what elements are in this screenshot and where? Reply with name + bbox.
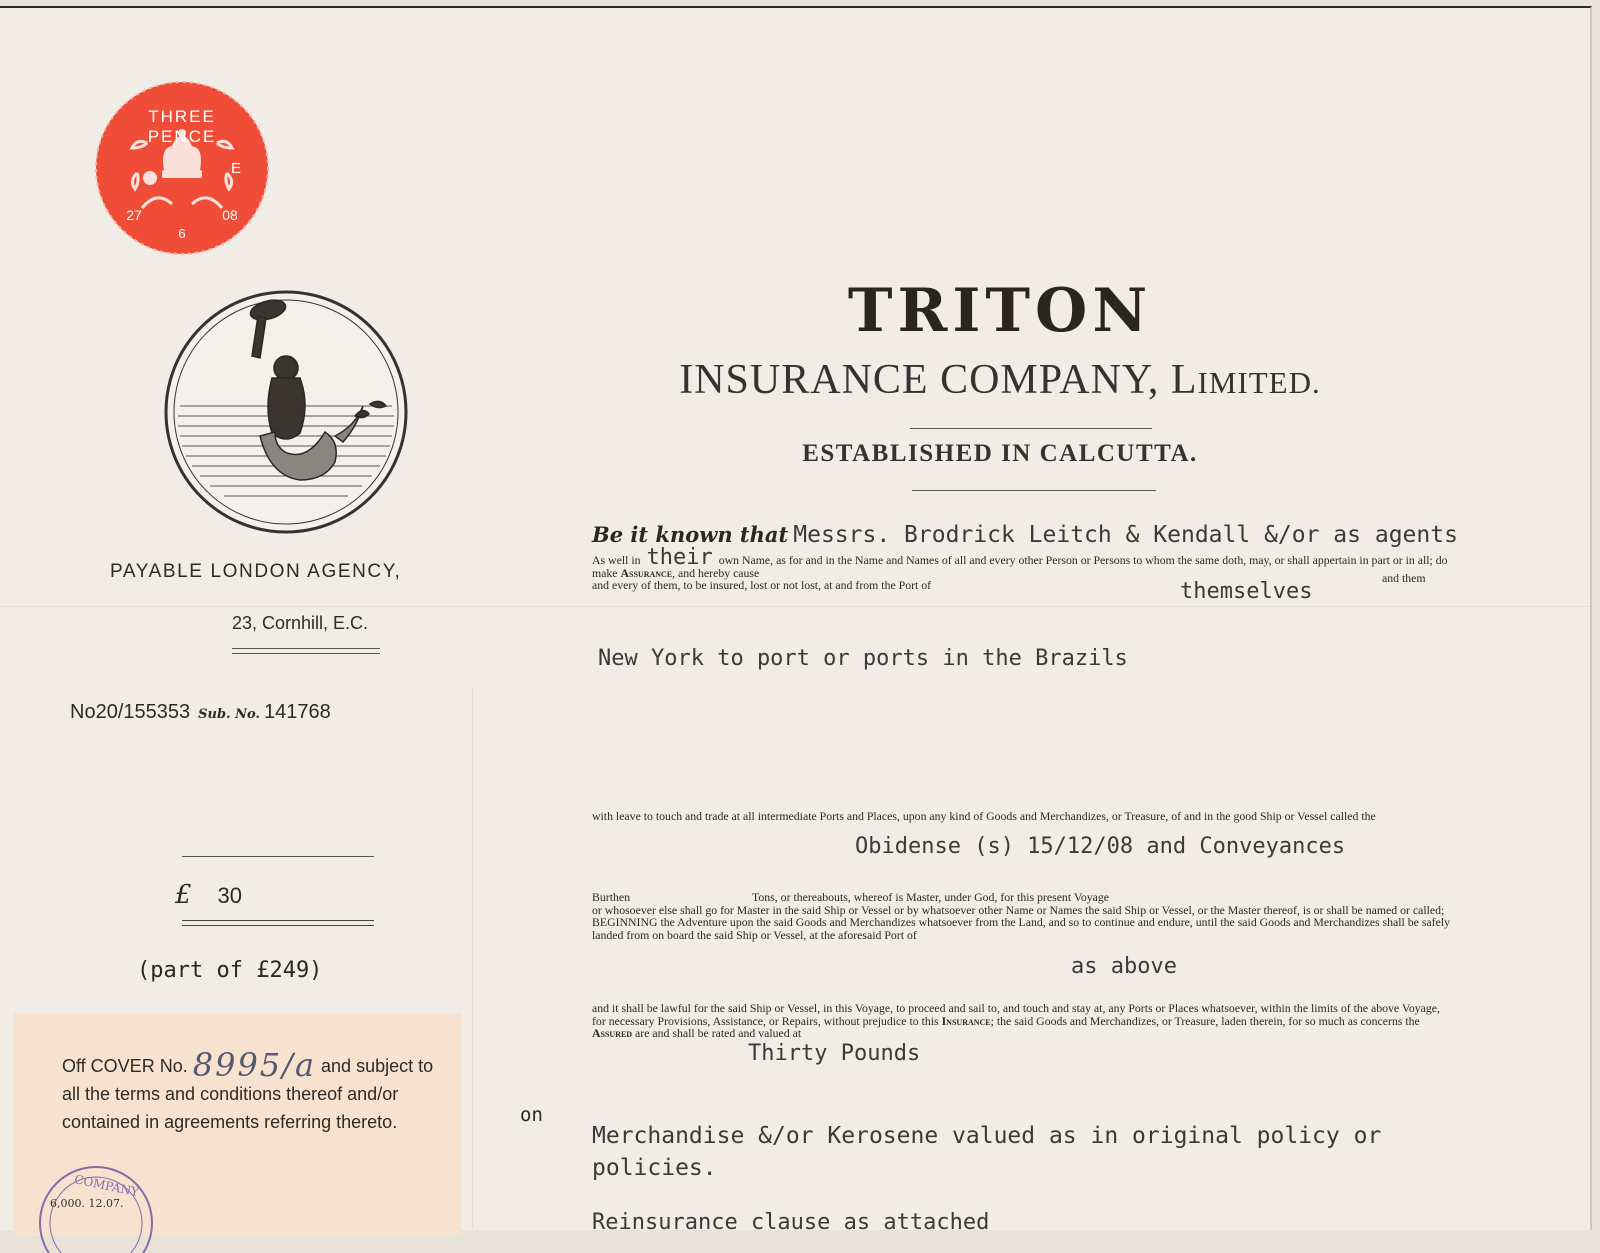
assured-clause [592, 545, 1452, 592]
voyage-typed: New York to port or ports in the Brazils [598, 646, 1128, 671]
agency-address [190, 613, 410, 654]
fold-line-vertical [472, 688, 473, 1228]
company-title: TRITON [847, 276, 1153, 346]
lawful-clause [592, 1002, 1452, 1040]
as-well-text: own Name, as for and in the Name and Names of all and every other Person or Persons to whom the same doth, may, or shall appertain in part or in all; do make [592, 553, 1448, 580]
lawful-text: and it shall be lawful for the said Ship or Vessel, in this Voyage, to proceed and sail to, and touch and stay at, any Ports or Places whatsoever, within the limits of the above Voyage, for necessary Provisions, Assistance, or Repairs, without prejudice to this [592, 1001, 1440, 1028]
triton-seal [160, 286, 412, 538]
address-rule [232, 648, 380, 654]
themselves-typed: themselves [1180, 579, 1313, 604]
assured-name: Messrs. Brodrick Leitch & Kendall &/or as agents [793, 522, 1458, 548]
merchandise-typed: Merchandise &/or Kerosene valued as in original policy or policies. [592, 1123, 1382, 1181]
lawful-text-3: are and shall be rated and valued at [635, 1026, 802, 1040]
amount-rule-bottom [182, 920, 374, 926]
policy-document [0, 6, 1592, 1235]
stamp-top-text: THREE [148, 107, 216, 126]
and-them: and them [1382, 571, 1426, 585]
stamp-year: 08 [222, 207, 238, 223]
with-leave-clause: with leave to touch and trade at all intermediate Ports and Places, upon any kind of Goods and Merchandizes, or Treasure, of and in the good Ship or Vessel called the [592, 809, 1376, 823]
as-well-text-2: , and hereby cause [672, 565, 760, 580]
company-subtitle [560, 356, 1440, 404]
as-above-typed: as above [1071, 954, 1177, 979]
revenue-stamp [92, 78, 272, 258]
assured-line [592, 522, 1458, 548]
company-subtitle-main: INSURANCE COMPANY, L [679, 357, 1198, 403]
as-well-in: As well in [592, 553, 641, 567]
burthen-clause [592, 891, 1452, 941]
every-text: and every of them, to be insured, lost or not lost, at and from the Port of [592, 578, 932, 592]
lawful-text-2: ; the said Goods and Merchandizes, or Treasure, laden therein, for so much as concerns the [990, 1013, 1420, 1028]
sub-number-label: Sub. No. [198, 707, 260, 722]
cover-suffix: and subject to all the terms and conditions thereof and/or contained in agreements referring thereto. [62, 1056, 434, 1132]
pound-symbol: £ [175, 880, 192, 910]
policy-number-value: No20/155353 [70, 701, 191, 723]
burthen-label: Burthen [592, 890, 631, 904]
policy-number [70, 701, 331, 724]
valued-at-typed: Thirty Pounds [748, 1041, 921, 1066]
cover-slip [14, 1013, 462, 1236]
cover-slip-text [62, 1046, 442, 1136]
company-subtitle-small: IMITED. [1197, 365, 1321, 400]
assured-word: Assured [592, 1026, 633, 1040]
stamp-day: 27 [126, 207, 142, 223]
sub-number-value: 141768 [263, 701, 331, 723]
reinsurance-typed: Reinsurance clause as attached [592, 1210, 990, 1235]
stamp-middle-text: PENCE [147, 127, 217, 146]
ink-stamp-ring-text: COMPANY [73, 1172, 141, 1200]
assurance-word: Assurance [620, 565, 673, 580]
established-line: ESTABLISHED IN CALCUTTA. [802, 440, 1198, 467]
fold-line-horizontal [0, 606, 1590, 607]
sum-insured [175, 880, 242, 910]
cover-number: 8995/a [192, 1046, 317, 1084]
burthen-text-2: or whosoever else shall go for Master in the said Ship or Vessel or by whatsoever other Name or Names the said Ship or Vessel, or the Master thereof, is or shall be named or called; BEGINNING the Adventure upon the said Goods and Merchandizes whatsoever from the Land, and so to continue and endure, until the said Goods and Merchandizes shall be safely landed from on board the said Ship or Vessel, at the aforesaid Port of [592, 902, 1450, 942]
sum-insured-value: 30 [217, 883, 243, 908]
ship-name-typed: Obidense (s) 15/12/08 and Conveyances [855, 834, 1346, 859]
stamp-month: 6 [178, 226, 186, 241]
on-label: on [520, 1104, 543, 1126]
triton-seal-graphic [160, 286, 412, 538]
stamp-letter: E [230, 160, 242, 177]
agency-address-text: 23, Cornhill, E.C. [231, 613, 369, 633]
be-it-known: Be it known that [592, 522, 789, 547]
insurance-word: Insurance [941, 1013, 991, 1028]
revenue-stamp-graphic [92, 78, 272, 258]
burthen-text: Tons, or thereabouts, whereof is Master, under God, for this present Voyage [752, 890, 1110, 904]
payable-agency: PAYABLE LONDON AGENCY, [110, 561, 402, 582]
header-rule-bottom [912, 490, 1156, 491]
their-typed: their [646, 545, 713, 570]
header-rule-top [910, 428, 1152, 429]
cover-prefix: Off COVER No. [62, 1056, 188, 1076]
part-of-total: (part of £249) [137, 958, 323, 983]
amount-rule-top [182, 856, 374, 857]
company-ink-stamp [24, 1163, 154, 1253]
ink-stamp-print-code: 6,000. 12.07. [50, 1197, 124, 1210]
